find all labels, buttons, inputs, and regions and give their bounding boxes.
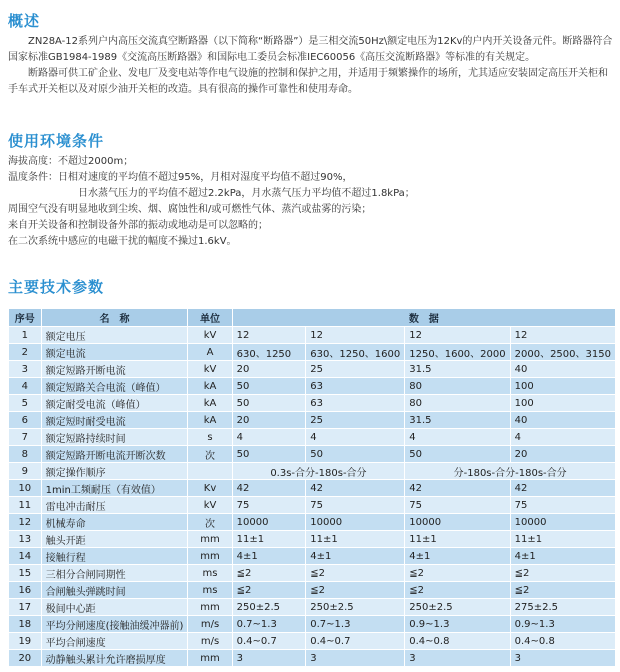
row-number: 6 bbox=[9, 412, 42, 429]
row-number: 7 bbox=[9, 429, 42, 446]
row-value: 40 bbox=[510, 412, 615, 429]
row-name: 平均合闸速度 bbox=[41, 633, 188, 650]
row-value: 75 bbox=[510, 497, 615, 514]
row-value: 63 bbox=[306, 378, 405, 395]
env-line-vibration: 来自开关设备和控制设备外部的振动或地动是可以忽略的； bbox=[8, 220, 268, 231]
row-number: 8 bbox=[9, 446, 42, 463]
row-value: 4±1 bbox=[306, 548, 405, 565]
header-name: 名 称 bbox=[41, 309, 188, 327]
table-row bbox=[9, 446, 616, 463]
table-row bbox=[9, 565, 616, 582]
row-value: 0.4~0.7 bbox=[306, 633, 405, 650]
row-value: 12 bbox=[510, 327, 615, 344]
row-unit: mm bbox=[188, 599, 232, 616]
row-value: 20 bbox=[510, 446, 615, 463]
table-row bbox=[9, 514, 616, 531]
row-unit: m/s bbox=[188, 633, 232, 650]
row-number: 2 bbox=[9, 344, 42, 361]
row-number: 17 bbox=[9, 599, 42, 616]
row-name: 额定短路持续时间 bbox=[41, 429, 188, 446]
row-value: 42 bbox=[232, 480, 306, 497]
row-value: 4 bbox=[405, 429, 510, 446]
specs-table bbox=[8, 308, 616, 667]
table-row bbox=[9, 480, 616, 497]
overview-paragraph-2: 断路器可供工矿企业、发电厂及变电站等作电气设施的控制和保护之用，并适用于频繁操作的场所，尤其适应安装固定高压开关柜和手车式开关柜以及对原少油开关柜的改造。具有很高的操作可靠性和使用寿命。 bbox=[8, 68, 608, 95]
row-value: 100 bbox=[510, 378, 615, 395]
row-number: 19 bbox=[9, 633, 42, 650]
row-unit: ms bbox=[188, 565, 232, 582]
row-unit: A bbox=[188, 344, 232, 361]
row-unit bbox=[188, 463, 232, 480]
row-value: 4±1 bbox=[405, 548, 510, 565]
row-value: 1250、1600、2000 bbox=[405, 344, 510, 361]
row-name: 额定短路开断电流 bbox=[41, 361, 188, 378]
overview-title: 概述 bbox=[8, 12, 41, 30]
row-number: 4 bbox=[9, 378, 42, 395]
row-name: 额定电流 bbox=[41, 344, 188, 361]
row-name: 1min工频耐压（有效值） bbox=[41, 480, 188, 497]
table-row bbox=[9, 463, 616, 480]
environment-title: 使用环境条件 bbox=[8, 132, 105, 150]
env-line-temperature: 温度条件：日相对速度的平均值不超过95%，月相对湿度平均值不超过90%， bbox=[8, 172, 353, 183]
overview-text bbox=[8, 34, 614, 98]
environment-text bbox=[8, 154, 614, 250]
row-value: 31.5 bbox=[405, 361, 510, 378]
table-row bbox=[9, 599, 616, 616]
row-unit: 次 bbox=[188, 514, 232, 531]
row-number: 1 bbox=[9, 327, 42, 344]
row-value: 250±2.5 bbox=[306, 599, 405, 616]
row-value: 275±2.5 bbox=[510, 599, 615, 616]
row-value: 10000 bbox=[306, 514, 405, 531]
row-value: 10000 bbox=[405, 514, 510, 531]
row-name: 接触行程 bbox=[41, 548, 188, 565]
table-row bbox=[9, 616, 616, 633]
row-value: 42 bbox=[405, 480, 510, 497]
row-value: 50 bbox=[232, 446, 306, 463]
row-name: 平均分闸速度(接触油缓冲器前) bbox=[41, 616, 188, 633]
row-value: 4 bbox=[306, 429, 405, 446]
row-value: 75 bbox=[232, 497, 306, 514]
row-value: ≦2 bbox=[306, 582, 405, 599]
row-number: 10 bbox=[9, 480, 42, 497]
row-unit: 次 bbox=[188, 446, 232, 463]
row-unit: Kv bbox=[188, 480, 232, 497]
row-value: 0.4~0.8 bbox=[510, 633, 615, 650]
env-line-air: 周围空气没有明显地收到尘埃、烟、腐蚀性和/或可燃性气体、蒸汽或盐雾的污染； bbox=[8, 204, 372, 215]
overview-paragraph-1: ZN28A-12系列户内高压交流真空断路器（以下简称“断路器”）是三相交流50Hz\额定电压为12Kv的户内开关设备元件。断路器符合国家标准GB1984-1989《交流高压断路器》和国际电工委员会标准IEC60056《高压交流断路器》等标准的有关规定。 bbox=[8, 36, 613, 63]
table-row bbox=[9, 582, 616, 599]
row-value: 250±2.5 bbox=[232, 599, 306, 616]
row-value: 250±2.5 bbox=[405, 599, 510, 616]
row-value: 11±1 bbox=[510, 531, 615, 548]
row-unit: kV bbox=[188, 497, 232, 514]
table-row bbox=[9, 497, 616, 514]
row-value: 40 bbox=[510, 361, 615, 378]
row-name: 三相分合闸同期性 bbox=[41, 565, 188, 582]
row-value: 20 bbox=[232, 412, 306, 429]
table-row bbox=[9, 633, 616, 650]
row-unit: m/s bbox=[188, 616, 232, 633]
row-unit: mm bbox=[188, 650, 232, 667]
row-value: 0.7~1.3 bbox=[306, 616, 405, 633]
row-number: 16 bbox=[9, 582, 42, 599]
row-value: 100 bbox=[510, 395, 615, 412]
row-number: 18 bbox=[9, 616, 42, 633]
row-number: 5 bbox=[9, 395, 42, 412]
table-row bbox=[9, 531, 616, 548]
row-number: 13 bbox=[9, 531, 42, 548]
table-row bbox=[9, 412, 616, 429]
row-value: 50 bbox=[306, 446, 405, 463]
row-value: 630、1250、1600 bbox=[306, 344, 405, 361]
row-value: 12 bbox=[405, 327, 510, 344]
row-value: ≦2 bbox=[232, 565, 306, 582]
row-value: 31.5 bbox=[405, 412, 510, 429]
row-value: 4±1 bbox=[510, 548, 615, 565]
row-value: 2000、2500、3150 bbox=[510, 344, 615, 361]
row-name: 机械寿命 bbox=[41, 514, 188, 531]
row-unit: s bbox=[188, 429, 232, 446]
row-value: ≦2 bbox=[405, 565, 510, 582]
table-row bbox=[9, 429, 616, 446]
row-value: 50 bbox=[405, 446, 510, 463]
row-name: 合闸触头弹跳时间 bbox=[41, 582, 188, 599]
row-value: 20 bbox=[232, 361, 306, 378]
row-value: 12 bbox=[232, 327, 306, 344]
row-value: 0.4~0.7 bbox=[232, 633, 306, 650]
row-number: 15 bbox=[9, 565, 42, 582]
env-line-emi: 在二次系统中感应的电磁干扰的幅度不操过1.6kV。 bbox=[8, 236, 237, 247]
row-number: 11 bbox=[9, 497, 42, 514]
row-name: 极间中心距 bbox=[41, 599, 188, 616]
row-value: 0.9~1.3 bbox=[405, 616, 510, 633]
header-no: 序号 bbox=[9, 309, 42, 327]
table-row bbox=[9, 548, 616, 565]
header-data: 数 据 bbox=[232, 309, 615, 327]
row-value: 3 bbox=[510, 650, 615, 667]
row-unit: kV bbox=[188, 327, 232, 344]
env-line-vapor: 日水蒸气压力的平均值不超过2.2kPa，月水蒸气压力平均值不超过1.8kPa； bbox=[78, 188, 415, 199]
row-name: 额定短路开断电流开断次数 bbox=[41, 446, 188, 463]
row-value-span: 分-180s-合分-180s-合分 bbox=[405, 463, 616, 480]
row-value: 25 bbox=[306, 412, 405, 429]
row-value: 4±1 bbox=[232, 548, 306, 565]
table-row bbox=[9, 395, 616, 412]
row-value: ≦2 bbox=[232, 582, 306, 599]
row-value: 3 bbox=[405, 650, 510, 667]
row-value: 75 bbox=[405, 497, 510, 514]
row-value: 10000 bbox=[232, 514, 306, 531]
row-value: 3 bbox=[306, 650, 405, 667]
table-row bbox=[9, 650, 616, 667]
row-value: 42 bbox=[510, 480, 615, 497]
row-value: 0.7~1.3 bbox=[232, 616, 306, 633]
row-name: 额定短路关合电流（峰值） bbox=[41, 378, 188, 395]
row-value: 4 bbox=[510, 429, 615, 446]
row-value: 11±1 bbox=[405, 531, 510, 548]
row-value: 80 bbox=[405, 395, 510, 412]
row-value: 630、1250 bbox=[232, 344, 306, 361]
row-value: 80 bbox=[405, 378, 510, 395]
row-value: ≦2 bbox=[306, 565, 405, 582]
header-unit: 单位 bbox=[188, 309, 232, 327]
row-name: 雷电冲击耐压 bbox=[41, 497, 188, 514]
row-value: 12 bbox=[306, 327, 405, 344]
row-number: 20 bbox=[9, 650, 42, 667]
row-value: 75 bbox=[306, 497, 405, 514]
row-name: 触头开距 bbox=[41, 531, 188, 548]
row-value: ≦2 bbox=[510, 565, 615, 582]
row-value: 50 bbox=[232, 395, 306, 412]
row-value: 0.4~0.8 bbox=[405, 633, 510, 650]
table-row bbox=[9, 344, 616, 361]
row-unit: mm bbox=[188, 548, 232, 565]
row-value: 11±1 bbox=[232, 531, 306, 548]
table-row bbox=[9, 361, 616, 378]
row-name: 额定耐受电流（峰值） bbox=[41, 395, 188, 412]
table-row bbox=[9, 327, 616, 344]
row-unit: kA bbox=[188, 395, 232, 412]
row-number: 3 bbox=[9, 361, 42, 378]
row-value: 25 bbox=[306, 361, 405, 378]
row-unit: kV bbox=[188, 361, 232, 378]
table-row bbox=[9, 378, 616, 395]
env-line-altitude: 海拔高度：不超过2000m； bbox=[8, 156, 134, 167]
row-value: 50 bbox=[232, 378, 306, 395]
row-value: ≦2 bbox=[510, 582, 615, 599]
row-unit: mm bbox=[188, 531, 232, 548]
row-unit: kA bbox=[188, 412, 232, 429]
row-number: 12 bbox=[9, 514, 42, 531]
specs-title: 主要技术参数 bbox=[8, 278, 105, 296]
row-name: 额定电压 bbox=[41, 327, 188, 344]
row-value: ≦2 bbox=[405, 582, 510, 599]
row-number: 9 bbox=[9, 463, 42, 480]
row-unit: kA bbox=[188, 378, 232, 395]
row-value: 11±1 bbox=[306, 531, 405, 548]
row-value: 3 bbox=[232, 650, 306, 667]
row-name: 额定操作顺序 bbox=[41, 463, 188, 480]
row-value-span: 0.3s-合分-180s-合分 bbox=[232, 463, 405, 480]
row-unit: ms bbox=[188, 582, 232, 599]
row-value: 10000 bbox=[510, 514, 615, 531]
row-value: 0.9~1.3 bbox=[510, 616, 615, 633]
row-value: 63 bbox=[306, 395, 405, 412]
specs-header-row bbox=[9, 309, 616, 327]
row-value: 42 bbox=[306, 480, 405, 497]
row-name: 动静触头累计允许磨损厚度 bbox=[41, 650, 188, 667]
row-number: 14 bbox=[9, 548, 42, 565]
row-value: 4 bbox=[232, 429, 306, 446]
row-name: 额定短时耐受电流 bbox=[41, 412, 188, 429]
